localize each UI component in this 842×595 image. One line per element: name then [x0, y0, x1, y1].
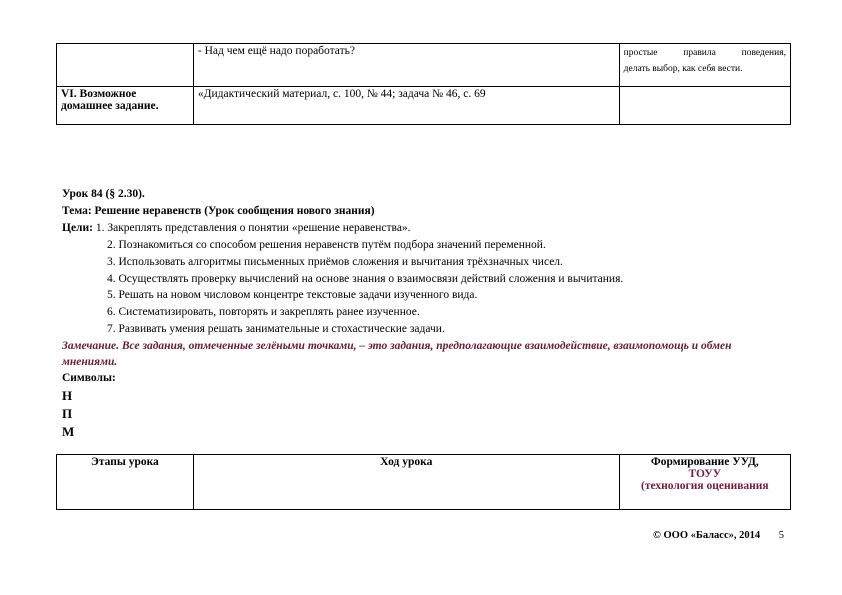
symbol-p: П: [62, 406, 73, 422]
lesson-plan: [62, 186, 762, 441]
symbol-m: М: [62, 424, 75, 440]
table-row: [57, 44, 791, 87]
word: поведения,: [741, 48, 786, 58]
goal-item: 6. Систематизировать, повторять и закреплять ранее изученное.: [107, 306, 420, 319]
table-row: [57, 87, 791, 125]
word: простые: [623, 48, 658, 58]
table-cell: [619, 87, 790, 125]
stage-title-line: домашнее задание.: [61, 100, 159, 112]
table-cell: «Дидактический материал, с. 100, № 44; задача № 46, с. 69: [193, 87, 619, 125]
column-header-uud: [619, 455, 790, 510]
copyright: © ООО «Баласс», 2014: [653, 530, 761, 541]
goal-item: 3. Использовать алгоритмы письменных приёмов сложения и вычитания трёхзначных чисел.: [107, 255, 563, 268]
symbol-n: Н: [62, 388, 73, 404]
goal-line: [62, 220, 762, 237]
word: правила: [683, 48, 716, 58]
page-footer: [653, 530, 784, 541]
goal-item: 1. Закреплять представления о понятии «решение неравенства».: [95, 221, 411, 234]
column-header-stages: Этапы урока: [57, 455, 194, 510]
topic-label: Тема:: [62, 204, 92, 217]
goal-item: 2. Познакомиться со способом решения неравенств путём подбора значений переменной.: [107, 238, 546, 251]
lesson-title: Урок 84 (§ 2.30).: [62, 188, 145, 200]
note-text: Замечание. Все задания, отмеченные зелёными точками, – это задания, предполагающие взаимодействие, взаимопомощь и обмен мнениями.: [62, 340, 732, 369]
symbols-label: Символы:: [62, 372, 116, 385]
table-cell: - Над чем ещё надо поработать?: [193, 44, 619, 87]
goal-item: 4. Осуществлять проверку вычислений на основе знания о взаимосвязи действий сложения и вычитания.: [107, 272, 624, 285]
header-line: ТОУУ: [688, 468, 722, 480]
top-table: [56, 43, 791, 125]
lesson-topic: [62, 203, 762, 220]
goal-item: 7. Развивать умения решать занимательные и стохастические задачи.: [107, 323, 445, 336]
topic-text: Решение неравенств (Урок сообщения нового знания): [94, 204, 375, 217]
header-line: (технология оценивания: [641, 480, 769, 492]
table-cell: [619, 44, 790, 87]
text-line: делать выбор, как себя вести.: [623, 64, 743, 74]
table-cell: [57, 87, 194, 125]
stage-title-line: VI. Возможное: [61, 88, 137, 100]
column-header-progress: Ход урока: [193, 455, 619, 510]
table-cell: [57, 44, 194, 87]
goals-label: Цели:: [62, 221, 93, 234]
goal-item: 5. Решать на новом числовом концентре текстовые задачи изученного вида.: [107, 289, 478, 302]
header-line: Формирование УУД,: [650, 456, 759, 468]
table-header-row: [57, 455, 791, 510]
page-number: 5: [778, 530, 784, 541]
justified-line: [624, 45, 786, 61]
lesson-stages-table: [56, 454, 791, 510]
